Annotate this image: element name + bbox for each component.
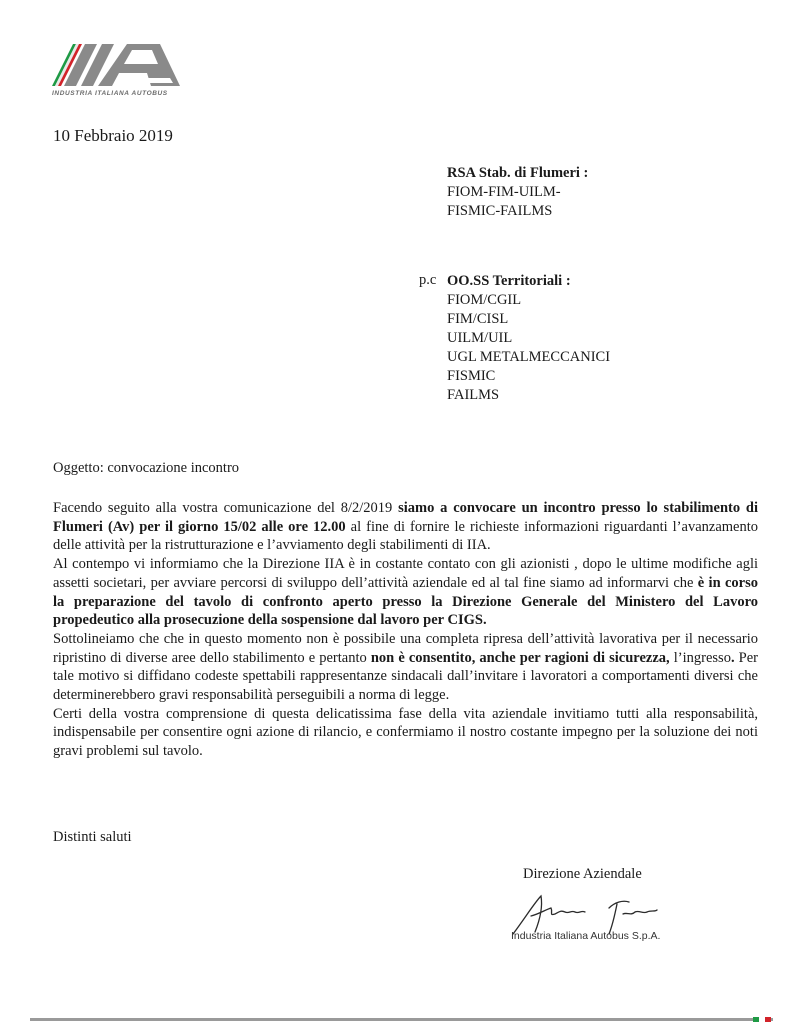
company-logo <box>52 40 187 102</box>
paragraph-4: Certi della vostra comprensione di questa delicatissima fase della vita aziendale invitiamo tutti alla responsabilità, indispensabile per consentire ogni azione di rilancio, e confermiamo il nostro costante impegno per la soluzione dei noti gravi problemi sul tavolo. <box>53 705 758 760</box>
bold-text: è in corso la preparazione del tavolo di confronto aperto presso la Direzione Generale del Ministero del Lavoro propedeutico alla prosecuzione della sospensione dal lavoro per CIGS. <box>53 574 758 629</box>
cc-line: FAILMS <box>447 387 500 403</box>
text-run: l’ingresso <box>669 649 731 666</box>
paragraph-3 <box>53 630 758 705</box>
letter-body <box>53 499 758 761</box>
recipient-line: FISMIC-FAILMS <box>447 203 553 219</box>
text-run: al fine di fornire le richieste informazioni riguardanti l’avanzamento delle attività per la ristrutturazione e l’avviamento degli stabilimenti di IIA. <box>53 518 758 554</box>
bold-text: . <box>730 649 735 666</box>
paragraph-1 <box>53 499 758 555</box>
letter-date: 10 Febbraio 2019 <box>53 126 173 145</box>
iia-logo-icon <box>52 40 187 90</box>
cc-line: FIM/CISL <box>447 311 509 327</box>
subject-line: Oggetto: convocazione incontro <box>53 460 240 476</box>
logo-text: INDUSTRIA ITALIANA AUTOBUS <box>52 90 168 97</box>
italian-flag-icon <box>753 1017 771 1022</box>
recipient-block <box>447 164 588 221</box>
cc-label: p.c <box>419 272 437 288</box>
salutation: Distinti saluti <box>53 829 132 845</box>
text-run: Facendo seguito alla vostra comunicazione del 8/2/2019 <box>53 500 399 516</box>
cc-line: UILM/UIL <box>447 330 513 346</box>
company-name: Industria Italiana Autobus S.p.A. <box>511 930 661 942</box>
text-run: Per tale motivo si diffidano codeste spettabili rappresentanze sindacali dall’invitare i lavoratori a comportamenti diversi che determinerebbero gravi responsabilità perseguibili a norma di legge. <box>53 649 759 704</box>
cc-line: UGL METALMECCANICI <box>447 349 611 365</box>
bold-text: non è consentito, anche per ragioni di sicurezza, <box>370 649 670 666</box>
signatory-title: Direzione Aziendale <box>523 866 642 882</box>
cc-line: FISMIC <box>447 368 496 384</box>
text-run: Al contempo vi informiamo che la Direzione IIA è in costante contato con gli azionisti , dopo le ultime modifiche agli assetti societari, per avviare percorsi di sviluppo dell’attività aziendale ed al tal fine siamo ad informarvi che <box>53 556 758 591</box>
bold-text: siamo a convocare un incontro presso lo stabilimento di Flumeri (Av) per il giorno 15/02 alle ore 12.00 <box>53 500 758 535</box>
text-run: Sottolineiamo che che in questo momento non è possibile una completa ripresa dell’attività lavorativa per il necessario ripristino di diverse aree dello stabilimento e pertanto <box>53 630 758 666</box>
recipient-heading: RSA Stab. di Flumeri : <box>447 165 589 181</box>
cc-line: FIOM/CGIL <box>447 292 522 308</box>
cc-block <box>447 272 610 405</box>
footer-divider <box>30 1018 773 1021</box>
cc-heading: OO.SS Territoriali : <box>447 273 571 289</box>
paragraph-2 <box>53 555 758 630</box>
recipient-line: FIOM-FIM-UILM- <box>447 184 561 200</box>
